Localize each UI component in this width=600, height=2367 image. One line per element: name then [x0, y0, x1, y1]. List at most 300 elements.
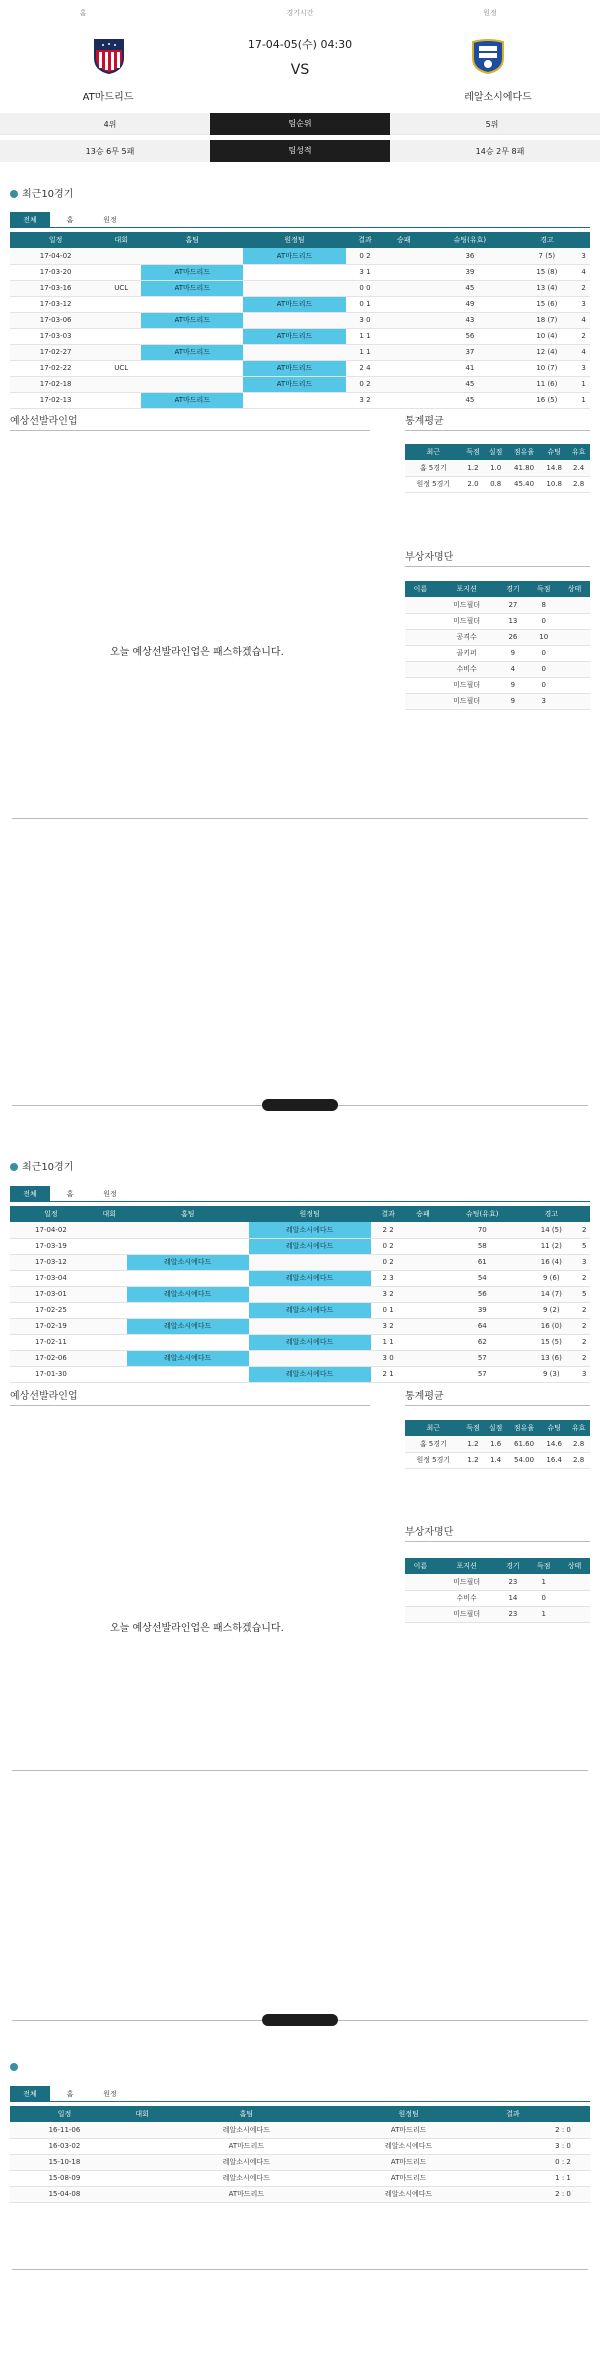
table-cell: 10	[528, 629, 559, 645]
table-cell: 0	[528, 677, 559, 693]
table-header-row	[405, 1558, 590, 1574]
table-cell: 9	[497, 677, 528, 693]
table-cell: 49	[423, 296, 516, 312]
column-header[interactable]: 원정팀	[328, 2106, 490, 2122]
table-cell: 2 3	[371, 1270, 406, 1286]
table-cell: 17-03-01	[10, 1286, 92, 1302]
table-cell: 2 1	[371, 1366, 406, 1382]
table-cell: 45.40	[507, 476, 541, 492]
table-cell: 11 (6)	[517, 376, 577, 392]
table-cell: 0 0	[346, 280, 385, 296]
column-header[interactable]: 포지션	[436, 581, 498, 597]
table-cell	[92, 1366, 127, 1382]
table-cell: 레알소시에다드	[127, 1254, 249, 1270]
table-cell	[101, 392, 141, 408]
table-cell: 미드필더	[436, 693, 498, 709]
table-cell: 1	[528, 1606, 559, 1622]
column-header[interactable]: 원정팀	[243, 232, 345, 248]
table-cell: 70	[440, 1222, 524, 1238]
table-cell: AT마드리드	[243, 376, 345, 392]
table-cell	[119, 2154, 165, 2170]
table-cell: 16.4	[541, 1452, 567, 1468]
record-label: 팀성적	[210, 140, 390, 162]
away-team-name[interactable]: 레알소시에다드	[464, 92, 532, 103]
table-cell: UCL	[101, 280, 141, 296]
table-cell: 17-01-30	[10, 1366, 92, 1382]
column-header[interactable]: 결과	[490, 2106, 536, 2122]
table-cell: 3	[578, 1366, 590, 1382]
table-cell: 0 : 2	[536, 2154, 590, 2170]
table-cell	[559, 1590, 590, 1606]
table-cell	[384, 248, 423, 264]
table-row	[405, 597, 590, 613]
table-cell: 17-02-19	[10, 1318, 92, 1334]
table-cell	[101, 344, 141, 360]
table-cell: 1	[577, 376, 590, 392]
table-cell: 16 (5)	[517, 392, 577, 408]
table-cell: 2.0	[462, 476, 485, 492]
column-header[interactable]: 슈팅	[541, 444, 567, 460]
table-header-row	[10, 1206, 590, 1222]
table-cell	[405, 1590, 436, 1606]
table-cell	[490, 2122, 536, 2138]
table-cell: 3	[577, 248, 590, 264]
column-header[interactable]: 경기	[497, 1558, 528, 1574]
column-header[interactable]: 이름	[405, 581, 436, 597]
home-stats-table	[405, 444, 590, 493]
table-cell: 2.4	[567, 460, 590, 476]
table-cell: 레알소시에다드	[328, 2186, 490, 2202]
table-cell: 39	[440, 1302, 524, 1318]
table-cell: 레알소시에다드	[328, 2138, 490, 2154]
table-cell: 16 (0)	[524, 1318, 578, 1334]
table-cell: 17-02-27	[10, 344, 101, 360]
table-cell: 13 (6)	[524, 1350, 578, 1366]
column-header[interactable]: 상태	[559, 1558, 590, 1574]
h2h-title	[10, 2062, 22, 2073]
table-cell: 레알소시에다드	[249, 1222, 371, 1238]
table-row	[10, 280, 590, 296]
table-cell: 2.8	[567, 476, 590, 492]
home-recent-tabs	[10, 212, 590, 228]
away-team-divider-pill	[262, 1099, 338, 1111]
table-cell: 17-02-13	[10, 392, 101, 408]
table-row	[405, 613, 590, 629]
table-cell: 17-03-06	[10, 312, 101, 328]
column-header[interactable]: 홈팀	[127, 1206, 249, 1222]
table-row	[405, 1574, 590, 1590]
table-cell: 18 (7)	[517, 312, 577, 328]
table-cell	[384, 328, 423, 344]
tab-away[interactable]: 원정	[103, 1190, 117, 1198]
table-cell	[559, 677, 590, 693]
table-cell: 레알소시에다드	[249, 1270, 371, 1286]
tab-home[interactable]: 홈	[66, 216, 74, 224]
table-cell: 3 2	[371, 1318, 406, 1334]
table-row	[10, 1350, 590, 1366]
table-cell	[92, 1238, 127, 1254]
table-cell: AT마드리드	[141, 280, 243, 296]
column-header[interactable]	[536, 2106, 590, 2122]
table-cell: 61.60	[507, 1436, 541, 1452]
table-cell: AT마드리드	[141, 312, 243, 328]
table-cell: 2	[577, 328, 590, 344]
column-header[interactable]: 결과	[371, 1206, 406, 1222]
home-stats-title: 통계평균	[405, 416, 444, 427]
table-cell	[559, 629, 590, 645]
table-cell: 0	[528, 661, 559, 677]
table-cell: 17-03-12	[10, 1254, 92, 1270]
table-cell: AT마드리드	[141, 392, 243, 408]
table-row	[10, 296, 590, 312]
table-cell: 레알소시에다드	[249, 1302, 371, 1318]
column-header[interactable]: 홈팀	[165, 2106, 327, 2122]
h2h-divider-pill	[262, 2014, 338, 2026]
table-cell: 골키퍼	[436, 645, 498, 661]
tab-all[interactable]: 전체	[10, 212, 50, 228]
section-marker-icon	[10, 2063, 18, 2071]
table-cell: 4	[577, 312, 590, 328]
table-cell	[127, 1366, 249, 1382]
table-cell	[92, 1334, 127, 1350]
table-cell: 0 2	[371, 1254, 406, 1270]
column-header[interactable]: 점유율	[507, 444, 541, 460]
table-row	[405, 661, 590, 677]
away-recent-tabs	[10, 1186, 590, 1202]
table-cell: 4	[577, 264, 590, 280]
home-team-crest	[93, 38, 125, 74]
table-row	[10, 2138, 590, 2154]
column-header[interactable]: 득점	[528, 581, 559, 597]
table-cell	[92, 1222, 127, 1238]
away-lineup-title: 예상선발라인업	[10, 1391, 78, 1402]
table-row	[405, 1452, 590, 1468]
table-cell: 4	[577, 344, 590, 360]
table-cell: UCL	[101, 360, 141, 376]
table-cell: 미드필더	[436, 597, 498, 613]
table-cell: 미드필더	[436, 1606, 498, 1622]
table-row	[10, 376, 590, 392]
table-header-row	[405, 1420, 590, 1436]
table-cell: 16 (4)	[524, 1254, 578, 1270]
tab-all[interactable]: 전체	[10, 1186, 50, 1202]
tab-away[interactable]: 원정	[103, 216, 117, 224]
table-cell: 10 (7)	[517, 360, 577, 376]
table-row	[10, 264, 590, 280]
column-header[interactable]: 실점	[484, 1420, 507, 1436]
column-header[interactable]: 슈팅(유효)	[440, 1206, 524, 1222]
table-row	[10, 1222, 590, 1238]
away-analysis-rule	[12, 1770, 588, 1771]
table-cell: 9	[497, 645, 528, 661]
table-cell	[405, 1606, 436, 1622]
tab-home[interactable]: 홈	[66, 1190, 74, 1198]
table-cell: 61	[440, 1254, 524, 1270]
column-header[interactable]	[577, 232, 590, 248]
column-header[interactable]: 원정팀	[249, 1206, 371, 1222]
table-cell: 17-02-18	[10, 376, 101, 392]
table-row	[10, 2154, 590, 2170]
table-cell	[406, 1270, 441, 1286]
table-cell: 57	[440, 1366, 524, 1382]
table-cell: 2 : 0	[536, 2122, 590, 2138]
table-cell	[384, 296, 423, 312]
h2h-table	[10, 2106, 590, 2203]
table-cell: 3	[528, 693, 559, 709]
column-header[interactable]: 결과	[346, 232, 385, 248]
column-header[interactable]: 경고	[517, 232, 577, 248]
table-cell: 54.00	[507, 1452, 541, 1468]
column-header[interactable]: 대회	[101, 232, 141, 248]
table-cell: 레알소시에다드	[127, 1350, 249, 1366]
table-cell: 14	[497, 1590, 528, 1606]
table-cell	[101, 248, 141, 264]
column-header[interactable]: 일정	[10, 1206, 92, 1222]
table-cell: 홈 5경기	[405, 460, 462, 476]
column-header[interactable]: 득점	[462, 1420, 485, 1436]
table-cell: 45	[423, 376, 516, 392]
table-row	[10, 1270, 590, 1286]
away-rank: 5위	[485, 120, 499, 129]
vs-label: VS	[290, 62, 310, 78]
table-cell	[141, 376, 243, 392]
column-header[interactable]: 득점	[462, 444, 485, 460]
table-header-row	[405, 581, 590, 597]
table-cell	[243, 280, 345, 296]
table-cell	[101, 264, 141, 280]
table-cell: 0 1	[346, 296, 385, 312]
table-cell: 레알소시에다드	[249, 1334, 371, 1350]
table-cell: 17-03-16	[10, 280, 101, 296]
column-header[interactable]: 최근	[405, 1420, 462, 1436]
table-cell: AT마드리드	[243, 296, 345, 312]
table-cell: 0 2	[371, 1238, 406, 1254]
table-cell: AT마드리드	[328, 2170, 490, 2186]
table-cell: 0	[528, 1590, 559, 1606]
column-header[interactable]: 대회	[119, 2106, 165, 2122]
table-cell: 2	[578, 1350, 590, 1366]
tab-away[interactable]: 원정	[103, 2090, 117, 2098]
away-stats-title: 통계평균	[405, 1391, 444, 1402]
table-cell	[92, 1302, 127, 1318]
table-cell: AT마드리드	[165, 2138, 327, 2154]
away-injury-table	[405, 1558, 590, 1623]
table-cell: AT마드리드	[243, 248, 345, 264]
table-cell: AT마드리드	[141, 264, 243, 280]
column-header[interactable]: 최근	[405, 444, 462, 460]
section-marker-icon	[10, 190, 18, 198]
table-cell: 2	[578, 1302, 590, 1318]
table-cell: 1 1	[346, 344, 385, 360]
table-cell: 레알소시에다드	[127, 1286, 249, 1302]
away-injury-title: 부상자명단	[405, 1527, 454, 1538]
table-cell	[243, 392, 345, 408]
tab-all[interactable]: 전체	[10, 2086, 50, 2102]
table-row	[405, 693, 590, 709]
table-cell: 36	[423, 248, 516, 264]
table-cell: 3	[577, 360, 590, 376]
table-cell: 17-04-02	[10, 1222, 92, 1238]
table-cell	[119, 2138, 165, 2154]
table-cell	[406, 1222, 441, 1238]
column-header[interactable]: 슈팅	[541, 1420, 567, 1436]
table-cell	[249, 1286, 371, 1302]
home-recent-table	[10, 232, 590, 409]
table-row	[10, 312, 590, 328]
table-cell	[101, 376, 141, 392]
table-cell: 3 0	[371, 1350, 406, 1366]
table-cell	[405, 645, 436, 661]
table-row	[10, 1366, 590, 1382]
home-stats-rule	[405, 430, 590, 431]
table-cell: 수비수	[436, 661, 498, 677]
table-cell: 17-03-03	[10, 328, 101, 344]
column-header[interactable]: 승패	[384, 232, 423, 248]
table-cell	[101, 296, 141, 312]
table-cell	[384, 376, 423, 392]
table-cell	[405, 661, 436, 677]
table-cell: 0.8	[484, 476, 507, 492]
table-row	[10, 392, 590, 408]
table-cell	[559, 613, 590, 629]
table-cell: 23	[497, 1574, 528, 1590]
table-cell: 3 0	[346, 312, 385, 328]
table-cell	[141, 328, 243, 344]
table-row	[10, 2122, 590, 2138]
table-cell: AT마드리드	[141, 344, 243, 360]
table-row	[405, 629, 590, 645]
table-cell: 8	[528, 597, 559, 613]
rank-row	[0, 113, 600, 135]
table-cell	[405, 613, 436, 629]
column-header[interactable]: 점유율	[507, 1420, 541, 1436]
table-cell: 17-02-11	[10, 1334, 92, 1350]
column-header[interactable]: 대회	[92, 1206, 127, 1222]
table-cell	[384, 392, 423, 408]
home-analysis-rule	[12, 818, 588, 819]
table-row	[10, 1318, 590, 1334]
table-header-row	[10, 2106, 590, 2122]
table-cell	[490, 2170, 536, 2186]
table-cell	[127, 1270, 249, 1286]
table-cell	[406, 1318, 441, 1334]
away-team-crest	[471, 38, 505, 74]
away-stats-table	[405, 1420, 590, 1469]
table-cell: 23	[497, 1606, 528, 1622]
table-cell: 13	[497, 613, 528, 629]
table-cell: 14.8	[541, 460, 567, 476]
column-header[interactable]: 이름	[405, 1558, 436, 1574]
table-cell	[119, 2186, 165, 2202]
table-cell	[384, 264, 423, 280]
table-cell: 0 2	[346, 248, 385, 264]
table-cell	[406, 1286, 441, 1302]
home-record: 13승 6무 5패	[85, 147, 135, 156]
table-cell	[490, 2186, 536, 2202]
table-cell: 레알소시에다드	[249, 1366, 371, 1382]
column-header[interactable]: 일정	[10, 2106, 119, 2122]
table-cell: 0	[528, 613, 559, 629]
away-record: 14승 2무 8패	[475, 147, 525, 156]
column-header[interactable]: 유효	[567, 444, 590, 460]
table-cell	[141, 296, 243, 312]
table-cell: 11 (2)	[524, 1238, 578, 1254]
table-cell: 1 : 1	[536, 2170, 590, 2186]
table-cell	[490, 2154, 536, 2170]
column-header[interactable]: 득점	[528, 1558, 559, 1574]
column-header[interactable]: 경기	[497, 581, 528, 597]
column-header[interactable]: 유효	[567, 1420, 590, 1436]
table-cell: 0	[528, 645, 559, 661]
table-cell	[405, 693, 436, 709]
column-header[interactable]: 경고	[524, 1206, 578, 1222]
table-cell	[92, 1350, 127, 1366]
column-header[interactable]	[578, 1206, 590, 1222]
column-header[interactable]: 실점	[484, 444, 507, 460]
table-cell: 17-03-12	[10, 296, 101, 312]
table-cell	[92, 1286, 127, 1302]
table-cell: 15 (8)	[517, 264, 577, 280]
table-cell: 레알소시에다드	[165, 2154, 327, 2170]
table-cell: 2 2	[371, 1222, 406, 1238]
table-cell	[406, 1334, 441, 1350]
table-cell: 2	[578, 1222, 590, 1238]
table-cell	[101, 328, 141, 344]
home-lineup-title: 예상선발라인업	[10, 416, 78, 427]
table-row	[10, 1238, 590, 1254]
column-header[interactable]: 상태	[559, 581, 590, 597]
table-cell: 3 1	[346, 264, 385, 280]
table-cell: 41	[423, 360, 516, 376]
column-header[interactable]: 일정	[10, 232, 101, 248]
home-team-name[interactable]: AT마드리드	[82, 92, 134, 103]
column-header[interactable]: 포지션	[436, 1558, 498, 1574]
table-cell: 15-10-18	[10, 2154, 119, 2170]
column-header[interactable]: 승패	[406, 1206, 441, 1222]
table-cell: 1 1	[346, 328, 385, 344]
table-cell: 17-02-22	[10, 360, 101, 376]
table-cell: 54	[440, 1270, 524, 1286]
column-header[interactable]: 슈팅(유효)	[423, 232, 516, 248]
table-cell: AT마드리드	[165, 2186, 327, 2202]
table-row	[405, 460, 590, 476]
table-cell	[405, 1574, 436, 1590]
table-cell	[490, 2138, 536, 2154]
section-marker-icon	[10, 1163, 18, 1171]
table-cell: 5	[578, 1286, 590, 1302]
table-cell: 1.0	[484, 460, 507, 476]
home-lineup-rule	[10, 430, 370, 431]
home-injury-table	[405, 581, 590, 710]
table-cell	[243, 312, 345, 328]
table-cell	[559, 597, 590, 613]
table-cell: 45	[423, 280, 516, 296]
table-cell: 17-03-20	[10, 264, 101, 280]
table-row	[10, 248, 590, 264]
match-datetime: 17-04-05(수) 04:30	[247, 38, 353, 51]
table-cell: 7 (5)	[517, 248, 577, 264]
tab-home[interactable]: 홈	[66, 2090, 74, 2098]
away-recent-table	[10, 1206, 590, 1383]
table-cell: 3 : 0	[536, 2138, 590, 2154]
table-cell: 2	[578, 1334, 590, 1350]
table-cell: 58	[440, 1238, 524, 1254]
table-cell	[127, 1302, 249, 1318]
table-cell: 12 (4)	[517, 344, 577, 360]
table-header-row	[10, 232, 590, 248]
column-header[interactable]: 홈팀	[141, 232, 243, 248]
table-cell: 원정 5경기	[405, 476, 462, 492]
